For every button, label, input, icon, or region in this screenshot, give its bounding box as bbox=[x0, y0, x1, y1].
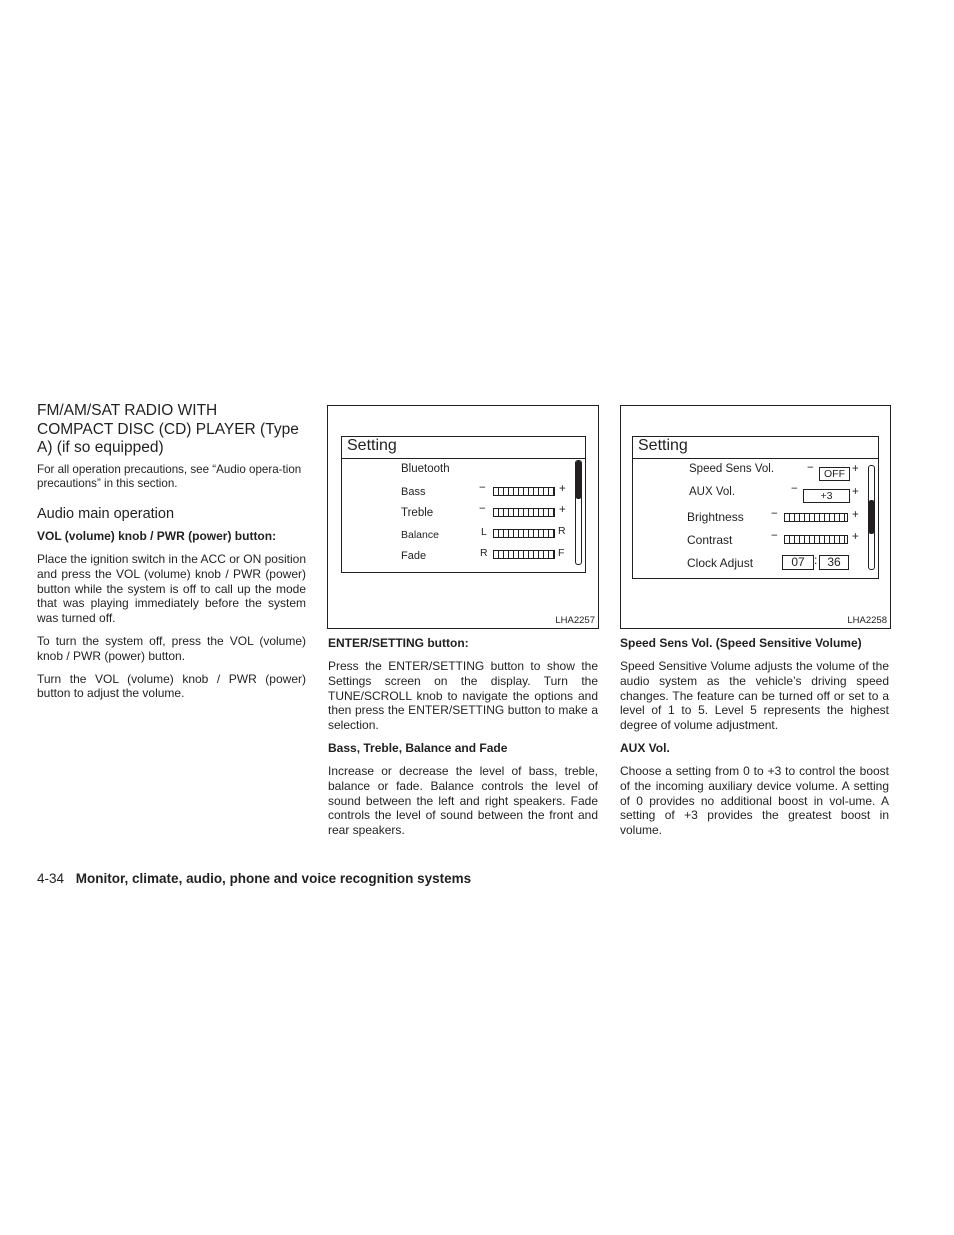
screen-title: Setting bbox=[347, 437, 397, 454]
title-divider bbox=[633, 458, 878, 459]
contrast-label: Contrast bbox=[687, 533, 733, 547]
section-title bbox=[37, 402, 306, 458]
brightness-label: Brightness bbox=[687, 510, 744, 524]
settings-screen bbox=[341, 436, 586, 573]
scrollbar bbox=[575, 460, 582, 565]
figure-id: LHA2258 bbox=[847, 615, 887, 626]
treble-plus: + bbox=[559, 504, 566, 516]
audio-main-operation-heading: Audio main operation bbox=[37, 506, 175, 523]
chapter-title: Monitor, climate, audio, phone and voice recognition systems bbox=[75, 871, 472, 886]
clock-adjust-label: Clock Adjust bbox=[687, 556, 754, 570]
bass-treble-paragraph: Increase or decrease the level of bass, treble, balance or fade. Balance controls the level of sound between the left and right speakers. Fade controls the level of sound between the front and rear speakers. bbox=[328, 763, 598, 838]
brightness-plus: + bbox=[852, 509, 859, 521]
speed-sens-vol-label: Speed Sens Vol. bbox=[689, 463, 775, 475]
vol-paragraph-1: Place the ignition switch in the ACC or ON position and press the VOL (volume) knob / PWR (power) button while the system is off to call up the mode that was playing immediately before the system was turned off. bbox=[37, 552, 306, 626]
middle-column bbox=[328, 630, 598, 846]
vol-paragraph-2: To turn the system off, press the VOL (volume) knob / PWR (power) button. bbox=[37, 634, 306, 663]
section-title-line-1: FM/AM/SAT RADIO WITH bbox=[37, 402, 218, 419]
scrollbar bbox=[868, 465, 875, 570]
page-footer bbox=[37, 871, 471, 886]
bass-label: Bass bbox=[401, 486, 426, 498]
intro-paragraph: For all operation precautions, see “Audio opera-tion precautions” in this section. bbox=[37, 462, 302, 491]
balance-level-bar bbox=[493, 529, 555, 538]
section-title-line-3: A) (if so equipped) bbox=[37, 439, 164, 456]
aux-vol-heading: AUX Vol. bbox=[620, 740, 670, 755]
balance-label: Balance bbox=[401, 529, 439, 541]
aux-vol-paragraph: Choose a setting from 0 to +3 to control the boost of the incoming auxiliary device volume. A setting of 0 provides no additional boost in vol-ume. A setting of +3 provides the greatest boost in volume. bbox=[620, 763, 889, 838]
fade-rear: R bbox=[480, 547, 488, 559]
page-number: 4-34 bbox=[37, 871, 65, 886]
settings-screen bbox=[632, 436, 879, 579]
contrast-minus: − bbox=[771, 530, 778, 542]
treble-level-bar bbox=[493, 508, 555, 517]
clock-hour: 07 bbox=[782, 555, 814, 570]
enter-setting-paragraph: Press the ENTER/SETTING button to show the Settings screen on the display. Turn the TUNE/SCROLL knob to navigate the options and then press the ENTER/SETTING button to make a selection. bbox=[328, 659, 598, 733]
aux-vol-value: +3 bbox=[803, 489, 850, 503]
fade-front: F bbox=[558, 547, 565, 559]
clock-separator: : bbox=[814, 553, 818, 567]
fade-level-bar bbox=[493, 550, 555, 559]
vol-knob-heading: VOL (volume) knob / PWR (power) button: bbox=[37, 529, 277, 544]
scrollbar-thumb bbox=[869, 500, 874, 534]
bass-plus: + bbox=[559, 483, 566, 495]
bass-level-bar bbox=[493, 487, 555, 496]
brightness-minus: − bbox=[771, 508, 778, 520]
bluetooth-label: Bluetooth bbox=[401, 463, 450, 475]
scrollbar-thumb bbox=[576, 461, 581, 499]
section-title-line-2: COMPACT DISC (CD) PLAYER (Type bbox=[37, 420, 299, 438]
treble-minus: − bbox=[479, 503, 486, 515]
figure-id: LHA2257 bbox=[555, 615, 595, 626]
clock-minute: 36 bbox=[819, 555, 849, 570]
aux-vol-plus: + bbox=[852, 486, 859, 498]
aux-vol-label: AUX Vol. bbox=[689, 486, 736, 498]
speed-sens-vol-heading: Speed Sens Vol. (Speed Sensitive Volume) bbox=[620, 636, 862, 650]
fade-label: Fade bbox=[401, 550, 427, 562]
contrast-plus: + bbox=[852, 531, 859, 543]
speed-sens-plus: + bbox=[852, 463, 859, 475]
settings-screen-figure-2 bbox=[620, 405, 891, 629]
balance-left: L bbox=[481, 526, 487, 538]
aux-vol-minus: − bbox=[791, 483, 798, 495]
bass-treble-heading: Bass, Treble, Balance and Fade bbox=[328, 740, 508, 755]
vol-paragraph-3: Turn the VOL (volume) knob / PWR (power) button to adjust the volume. bbox=[37, 671, 306, 701]
bass-minus: − bbox=[479, 482, 486, 494]
brightness-level-bar bbox=[784, 513, 848, 522]
contrast-level-bar bbox=[784, 535, 848, 544]
enter-setting-heading: ENTER/SETTING button: bbox=[328, 636, 469, 650]
screen-title: Setting bbox=[638, 437, 688, 454]
left-column bbox=[37, 402, 306, 709]
title-divider bbox=[342, 458, 585, 459]
balance-right: R bbox=[558, 525, 566, 537]
settings-screen-figure-1 bbox=[327, 405, 599, 629]
speed-sens-value: OFF bbox=[819, 467, 850, 481]
speed-sens-vol-paragraph: Speed Sensitive Volume adjusts the volume of the audio system as the vehicle’s driving speed changes. The feature can be turned off or set to a level of 1 to 5. Level 5 represents the highest degree of volume adjustment. bbox=[620, 659, 889, 733]
speed-sens-minus: − bbox=[807, 462, 814, 474]
right-column bbox=[620, 630, 889, 846]
treble-label: Treble bbox=[401, 507, 434, 519]
